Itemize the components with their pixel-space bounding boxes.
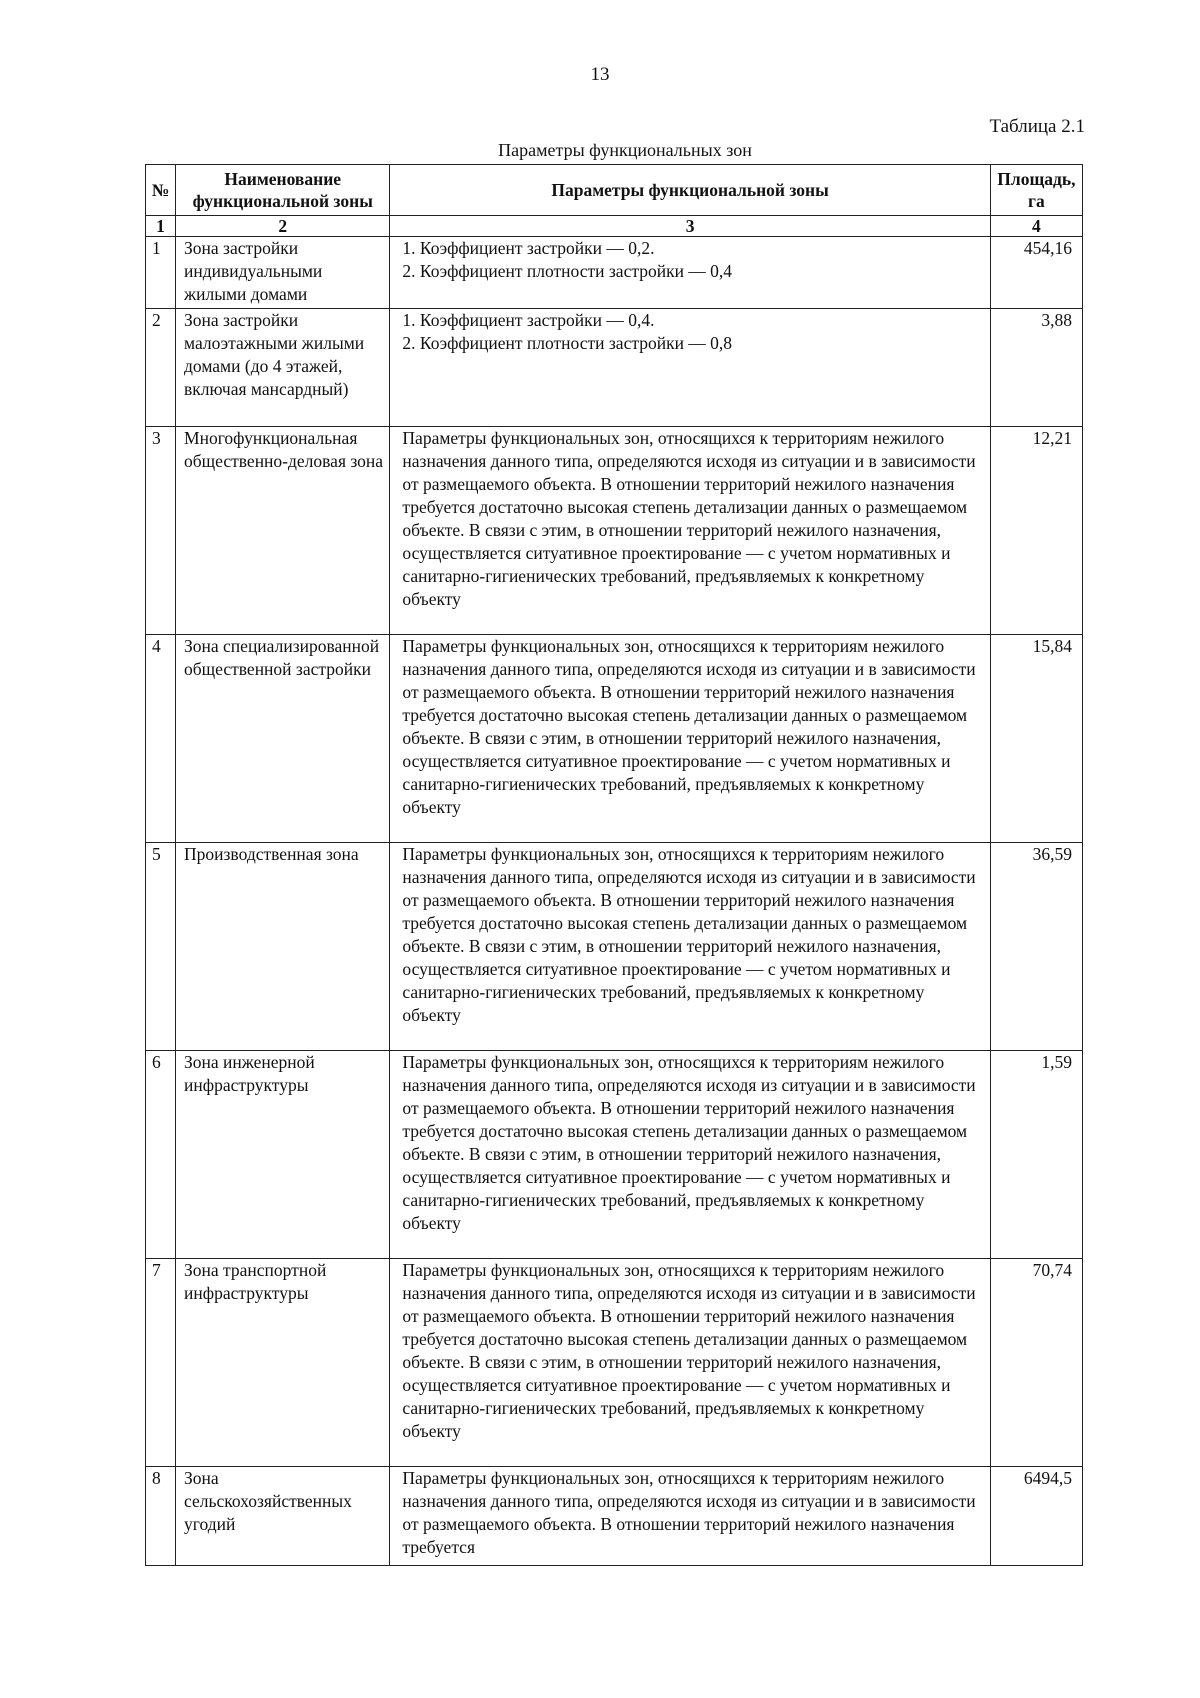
param-line: 1. Коэффициент застройки — 0,2. <box>402 238 655 258</box>
zones-table <box>145 164 1083 1566</box>
zone-params: Параметры функциональных зон, относящихся к территориям нежилого назначения данного типа, определяются исходя из ситуации и в зависимости от размещаемого объекта. В отношении территорий нежилого назначения требуется достаточно высокая степень детализации данных о размещаемом объекте. В связи с этим, в отношении территорий нежилого назначения, осуществляется ситуативное проектирование — с учетом нормативных и санитарно-гигиенических требований, предъявляемых к конкретному объекту <box>390 843 990 1051</box>
zone-area: 3,88 <box>990 309 1082 427</box>
zone-area: 12,21 <box>990 427 1082 635</box>
column-number: 4 <box>990 216 1082 237</box>
zone-params <box>390 309 990 427</box>
zone-area: 454,16 <box>990 237 1082 309</box>
zone-name: Зона специализированной общественной застройки <box>176 635 390 843</box>
zone-params: Параметры функциональных зон, относящихся к территориям нежилого назначения данного типа, определяются исходя из ситуации и в зависимости от размещаемого объекта. В отношении территорий нежилого назначения требуется <box>390 1467 990 1566</box>
zone-name: Зона застройки малоэтажными жилыми домами (до 4 этажей, включая мансардный) <box>176 309 390 427</box>
column-number: 1 <box>146 216 176 237</box>
param-line: 2. Коэффициент плотности застройки — 0,4 <box>402 261 733 281</box>
zone-params: Параметры функциональных зон, относящихся к территориям нежилого назначения данного типа, определяются исходя из ситуации и в зависимости от размещаемого объекта. В отношении территорий нежилого назначения требуется достаточно высокая степень детализации данных о размещаемом объекте. В связи с этим, в отношении территорий нежилого назначения, осуществляется ситуативное проектирование — с учетом нормативных и санитарно-гигиенических требований, предъявляемых к конкретному объекту <box>390 1259 990 1467</box>
table-row <box>146 843 1083 1051</box>
param-line: 2. Коэффициент плотности застройки — 0,8 <box>402 333 733 353</box>
row-number: 7 <box>146 1259 176 1467</box>
table-row <box>146 1051 1083 1259</box>
param-line: 1. Коэффициент застройки — 0,4. <box>402 310 655 330</box>
zone-params <box>390 237 990 309</box>
row-number: 4 <box>146 635 176 843</box>
zone-name: Зона транспортной инфраструктуры <box>176 1259 390 1467</box>
table-row <box>146 1259 1083 1467</box>
zone-name: Многофункциональная общественно-деловая зона <box>176 427 390 635</box>
table-row <box>146 635 1083 843</box>
zone-area: 1,59 <box>990 1051 1082 1259</box>
zone-name: Зона сельскохозяйственных угодий <box>176 1467 390 1566</box>
header-params: Параметры функциональной зоны <box>390 165 990 216</box>
row-number: 2 <box>146 309 176 427</box>
column-number: 2 <box>176 216 390 237</box>
zone-area: 70,74 <box>990 1259 1082 1467</box>
page-number: 13 <box>590 64 610 85</box>
zone-name: Производственная зона <box>176 843 390 1051</box>
table-row <box>146 237 1083 309</box>
column-number-row <box>146 216 1083 237</box>
row-number: 1 <box>146 237 176 309</box>
table-header-row <box>146 165 1083 216</box>
header-area: Площадь, га <box>990 165 1082 216</box>
table-caption: Параметры функциональных зон <box>498 140 752 160</box>
zone-params: Параметры функциональных зон, относящихся к территориям нежилого назначения данного типа, определяются исходя из ситуации и в зависимости от размещаемого объекта. В отношении территорий нежилого назначения требуется достаточно высокая степень детализации данных о размещаемом объекте. В связи с этим, в отношении территорий нежилого назначения, осуществляется ситуативное проектирование — с учетом нормативных и санитарно-гигиенических требований, предъявляемых к конкретному объекту <box>390 427 990 635</box>
header-name: Наименование функциональной зоны <box>176 165 390 216</box>
zone-name: Зона инженерной инфраструктуры <box>176 1051 390 1259</box>
table-row <box>146 1467 1083 1566</box>
zone-area: 36,59 <box>990 843 1082 1051</box>
header-no: № <box>146 165 176 216</box>
zone-params: Параметры функциональных зон, относящихся к территориям нежилого назначения данного типа, определяются исходя из ситуации и в зависимости от размещаемого объекта. В отношении территорий нежилого назначения требуется достаточно высокая степень детализации данных о размещаемом объекте. В связи с этим, в отношении территорий нежилого назначения, осуществляется ситуативное проектирование — с учетом нормативных и санитарно-гигиенических требований, предъявляемых к конкретному объекту <box>390 635 990 843</box>
zone-params: Параметры функциональных зон, относящихся к территориям нежилого назначения данного типа, определяются исходя из ситуации и в зависимости от размещаемого объекта. В отношении территорий нежилого назначения требуется достаточно высокая степень детализации данных о размещаемом объекте. В связи с этим, в отношении территорий нежилого назначения, осуществляется ситуативное проектирование — с учетом нормативных и санитарно-гигиенических требований, предъявляемых к конкретному объекту <box>390 1051 990 1259</box>
zone-name: Зона застройки индивидуальными жилыми домами <box>176 237 390 309</box>
table-id: Таблица 2.1 <box>989 116 1085 137</box>
zone-area: 15,84 <box>990 635 1082 843</box>
column-number: 3 <box>390 216 990 237</box>
table-row <box>146 309 1083 427</box>
row-number: 5 <box>146 843 176 1051</box>
row-number: 6 <box>146 1051 176 1259</box>
row-number: 8 <box>146 1467 176 1566</box>
zone-area: 6494,5 <box>990 1467 1082 1566</box>
table-row <box>146 427 1083 635</box>
row-number: 3 <box>146 427 176 635</box>
